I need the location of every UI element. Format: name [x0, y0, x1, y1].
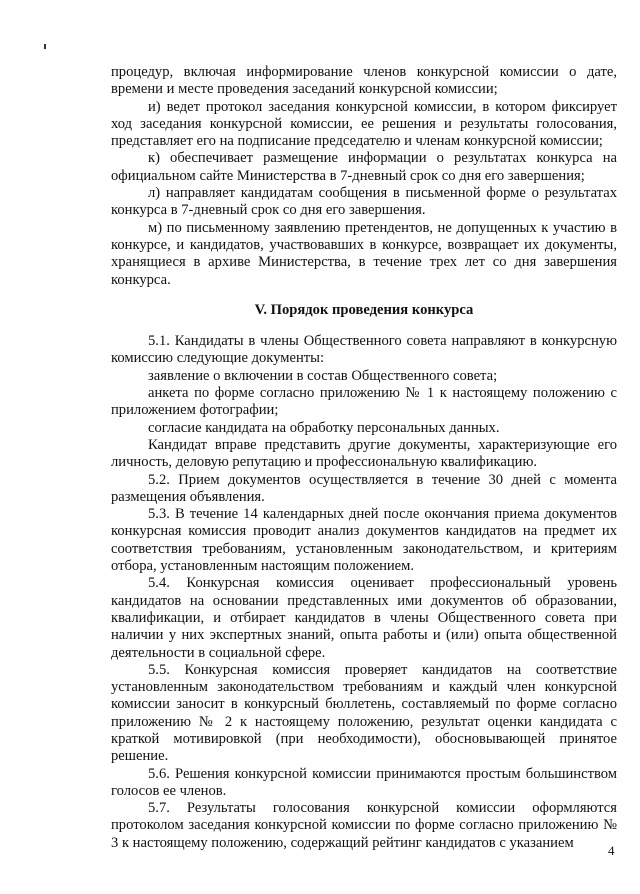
paragraph-5-3: 5.3. В течение 14 календарных дней после окончания приема документов конкурсная комиссия проводит анализ документов кандидатов на предмет их соответствия требованиям, установленным законодательством, и критериям отбора, установленным настоящим положением.	[111, 506, 617, 575]
list-item-application: заявление о включении в состав Общественного совета;	[148, 367, 498, 384]
page-content	[111, 64, 617, 852]
scan-mark	[44, 44, 46, 49]
page-number: 4	[608, 843, 615, 858]
list-item-questionnaire: анкета по форме согласно приложению № 1 к настоящему положению с приложением фотографии;	[111, 385, 617, 419]
paragraph-5-5: 5.5. Конкурсная комиссия проверяет кандидатов на соответствие установленным законодательством требованиям и каждый член конкурсной комиссии заносит в конкурсный бюллетень, составляемый по форме согласно приложению № 2 к настоящему положению, результат оценки кандидата с краткой мотивировкой (при необходимости), обосновывающей принятое решение.	[111, 661, 617, 765]
paragraph-item-m: м) по письменному заявлению претендентов, не допущенных к участию в конкурсе, и кандидатов, участвовавших в конкурсе, возвращает их документы, хранящиеся в архиве Министерства, в течение трех лет со дня завершения конкурса.	[111, 219, 617, 288]
paragraph-item-k: к) обеспечивает размещение информации о результатах конкурса на официальном сайте Министерства в 7-дневный срок со дня его завершения;	[111, 150, 617, 184]
paragraph-5-1: 5.1. Кандидаты в члены Общественного совета направляют в конкурсную комиссию следующие документы:	[111, 333, 617, 367]
paragraph-5-6: 5.6. Решения конкурсной комиссии принимаются простым большинством голосов ее членов.	[111, 765, 617, 799]
paragraph-5-4: 5.4. Конкурсная комиссия оценивает профессиональный уровень кандидатов на основании представленных ими документов об образовании, квалификации, и отбирает кандидатов в члены Общественного совета при наличии у них экспертных знаний, опыта работы и (или) опыта общественной деятельности в социальной сфере.	[111, 575, 617, 661]
paragraph-other-documents: Кандидат вправе представить другие документы, характеризующие его личность, деловую репутацию и профессиональную квалификацию.	[111, 436, 617, 471]
section-heading: V. Порядок проведения конкурса	[254, 301, 474, 318]
paragraph-5-2: 5.2. Прием документов осуществляется в течение 30 дней с момента размещения объявления.	[111, 471, 617, 505]
list-item-consent: согласие кандидата на обработку персональных данных.	[148, 419, 500, 436]
paragraph-item-l: л) направляет кандидатам сообщения в письменной форме о результатах конкурса в 7-дневный срок со дня его завершения.	[111, 185, 617, 219]
paragraph-item-i: и) ведет протокол заседания конкурсной комиссии, в котором фиксирует ход заседания конкурсной комиссии, ее решения и результаты голосования, представляет его на подписание председателю и членам конкурсной комиссии;	[111, 98, 617, 150]
paragraph-continuation: процедур, включая информирование членов конкурсной комиссии о дате, времени и месте проведения заседаний конкурсной комиссии;	[111, 64, 617, 98]
paragraph-5-7: 5.7. Результаты голосования конкурсной комиссии оформляются протоколом заседания конкурсной комиссии по форме согласно приложению № 3 к настоящему положению, содержащий рейтинг кандидатов с указанием	[111, 800, 617, 851]
